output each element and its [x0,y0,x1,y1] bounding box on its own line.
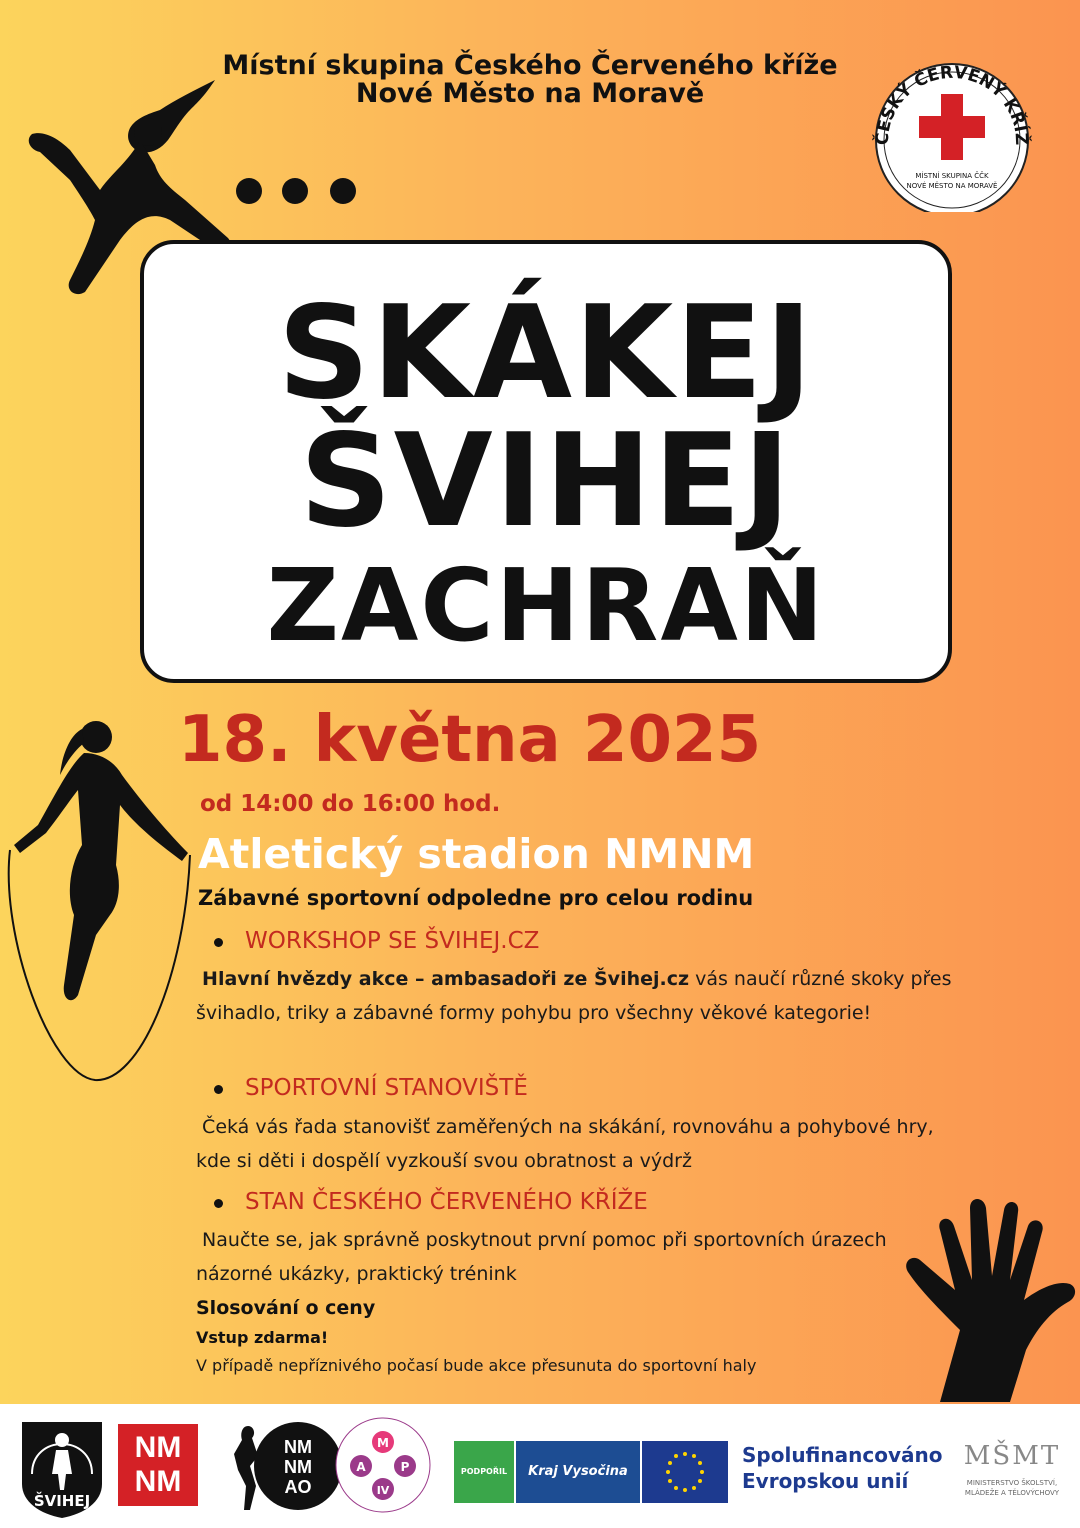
program-description [196,1223,956,1291]
event-date: 18. května 2025 [178,703,762,777]
map-letter: A [356,1460,366,1474]
title-line-2: ŠVIHEJ [299,407,793,556]
event-tagline: Zábavné sportovní odpoledne pro celou rodinu [198,886,754,910]
logo-inner-line-1: MÍSTNÍ SKUPINA ČČK [915,172,989,180]
organizer-line-2: Nové Město na Moravě [355,78,705,109]
program-description-text: vás naučí různé skoky přes švihadlo, triky a zábavné formy pohybu pro všechny věkové kategorie! [196,968,952,1024]
organizer-title [150,52,910,108]
program-description [196,962,956,1030]
supported-by-label: PODPOŘIL [454,1441,514,1503]
msmt-sub-1: MINISTERSTVO ŠKOLSTVÍ, [966,1479,1058,1487]
eu-text-line-2: Evropskou unií [742,1469,909,1493]
program-heading: WORKSHOP SE ŠVIHEJ.CZ [245,928,540,954]
ellipsis-dots [236,178,360,206]
title-box [140,240,952,683]
kraj-vysocina-label: Kraj Vysočina [516,1441,640,1503]
bullet-icon [214,938,223,947]
dot-icon [330,178,356,204]
ao-line-3: AO [284,1477,312,1497]
ao-logo-badge [254,1422,342,1510]
msmt-mark: MŠMT [963,1441,1061,1471]
nmnm-logo-line-2: NM [134,1465,182,1498]
eu-text-line-1: Spolufinancováno [742,1443,943,1467]
map-letter: M [377,1436,389,1450]
nmnm-logo [118,1424,198,1506]
red-cross-logo [868,62,1036,212]
cpr-hands-icon [900,1180,1080,1402]
organizer-line-1: Místní skupina Českého Červeného kříže [222,50,838,81]
dot-icon [282,178,308,204]
logo-inner-line-2: NOVÉ MĚSTO NA MORAVĚ [906,182,998,190]
raffle-note: Slosování o ceny [196,1297,376,1319]
dot-icon [236,178,262,204]
bullet-icon [214,1085,223,1094]
eu-cofinanced-text [742,1442,942,1494]
program-description-text: Naučte se, jak správně poskytnout první pomoc při sportovních úrazech názorné ukázky, praktický trénink [196,1229,887,1285]
ao-line-2: NM [284,1457,312,1477]
map-iv-logo [334,1416,432,1514]
rope-skipper-silhouette [0,715,205,1085]
program-description-bold: Hlavní hvězdy akce – ambasadoři ze Švihej.cz [202,968,690,990]
map-letter: P [400,1460,410,1474]
program-heading: STAN ČESKÉHO ČERVENÉHO KŘÍŽE [245,1189,648,1215]
title-line-1: SKÁKEJ [277,279,815,428]
svihej-logo-text: ŠVIHEJ [33,1492,91,1510]
weather-note: V případě nepříznivého počasí bude akce přesunuta do sportovní haly [196,1356,757,1375]
svihej-logo [14,1414,110,1518]
sponsor-footer [0,1404,1080,1528]
map-letter: IV [376,1484,390,1497]
nmnm-logo-line-1: NM [134,1431,182,1464]
program-description [196,1110,956,1178]
event-venue: Atletický stadion NMNM [198,830,755,878]
bullet-icon [214,1199,223,1208]
logo-ring-text: ČESKÝ ČERVENÝ KŘÍŽ [872,62,1032,146]
entry-note: Vstup zdarma! [196,1328,329,1347]
msmt-logo [948,1434,1076,1522]
msmt-sub-2: MLÁDEŽE A TĚLOVÝCHOVY [964,1489,1060,1497]
nmnm-ao-logo [232,1422,312,1510]
eu-flag-icon [642,1441,728,1503]
event-time: od 14:00 do 16:00 hod. [200,791,501,817]
program-heading: SPORTOVNÍ STANOVIŠTĚ [245,1075,528,1101]
program-description-text: Čeká vás řada stanovišť zaměřených na skákání, rovnováhu a pohybové hry, kde si děti i dospělí vyzkouší svou obratnost a výdrž [196,1116,934,1172]
ao-line-1: NM [284,1437,312,1457]
kraj-vysocina-logo [454,1441,728,1503]
title-line-3: ZACHRAŇ [266,547,826,664]
